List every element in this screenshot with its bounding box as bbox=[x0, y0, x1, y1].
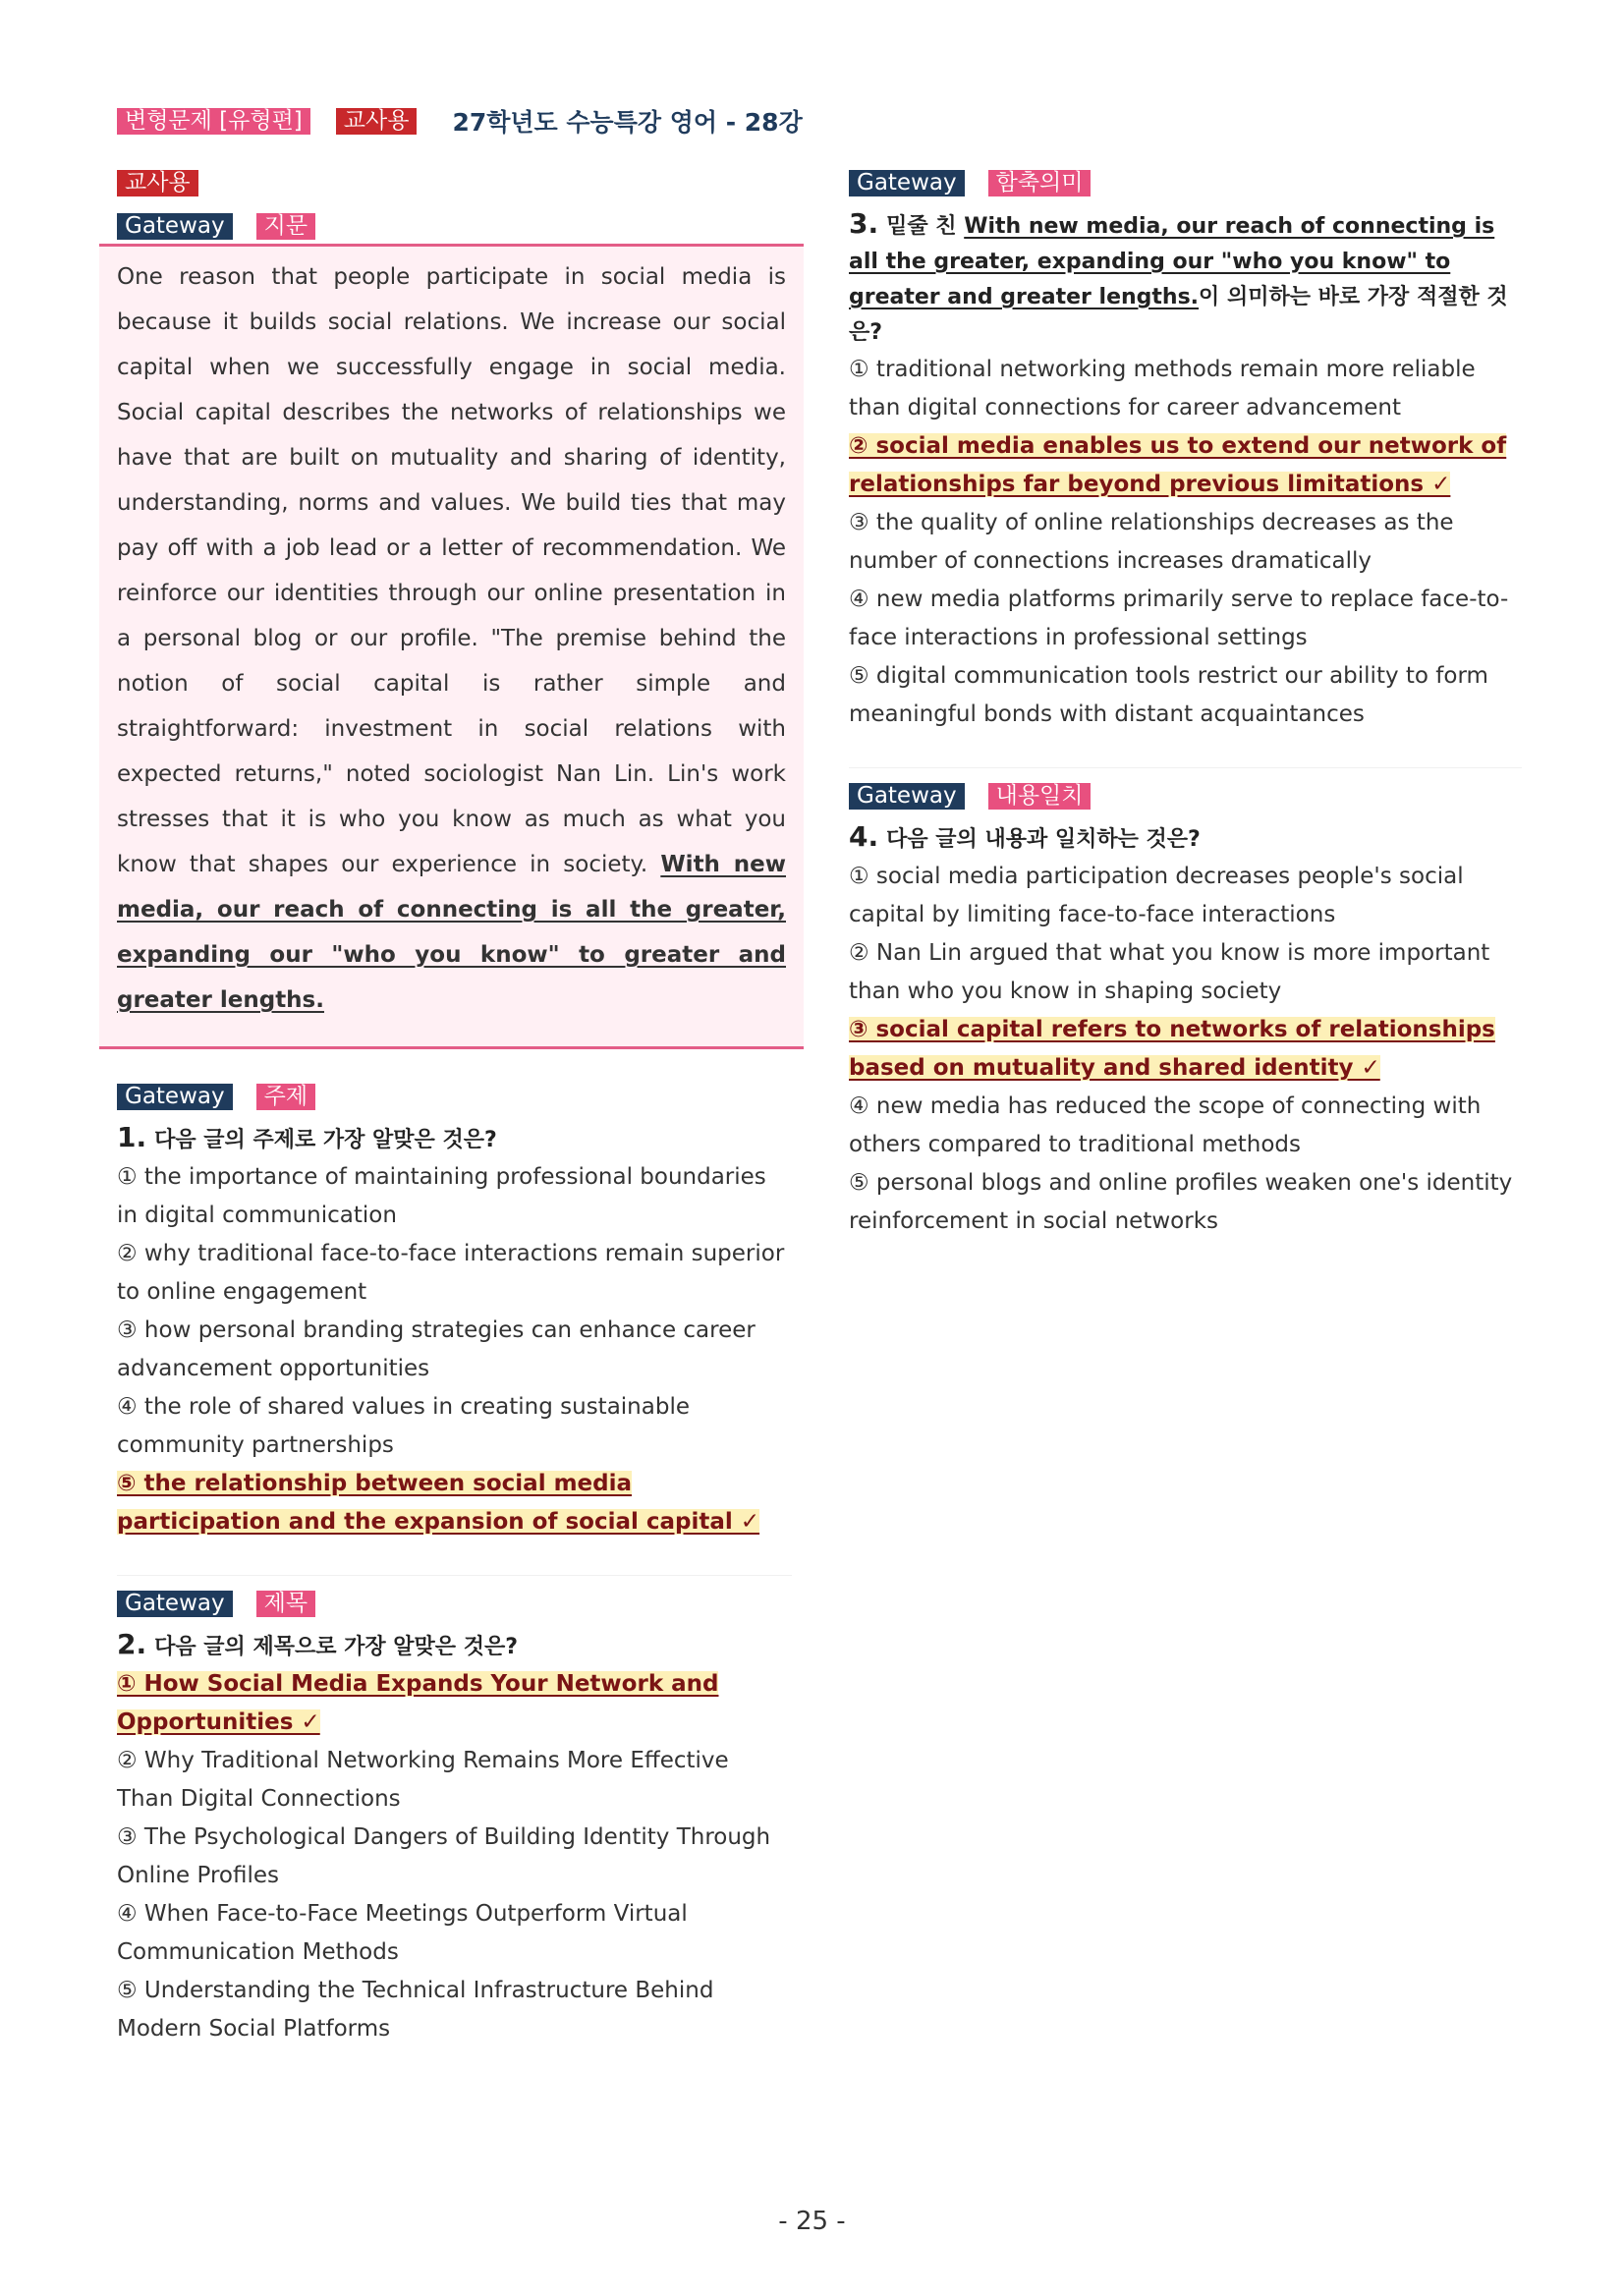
option-2-correct[interactable] bbox=[849, 427, 1522, 504]
option-2[interactable]: ② Nan Lin argued that what you know is more important than who you know in shaping society bbox=[849, 940, 1490, 1004]
passage-body: One reason that people participate in social media is because it builds social relations. We increase our social capital when we successfully engage in social media. Social capital describes the networks of relationships we have that are built on mutuality and sharing of identity, understanding, norms and values. We build ties that may pay off with a job lead or a letter of recommendation. We reinforce our identities through our online presentation in a personal blog or our profile. "The premise behind the notion of social capital is rather simple and straightforward: investment in social relations with expected returns," noted sociologist Nan Lin. Lin's work stresses that it is who you know as much as what you know that shapes our experience in society. bbox=[117, 264, 786, 877]
teacher-tag-left: 교사용 bbox=[117, 170, 198, 196]
gateway-tag: Gateway bbox=[117, 213, 233, 240]
question-text-underlined: With new media, our reach of connecting is all the greater, expanding our "who you know" to greater and greater lengths. bbox=[849, 214, 1495, 309]
question-text: 다음 글의 제목으로 가장 알맞은 것은? bbox=[154, 1635, 518, 1659]
question-text: 다음 글의 내용과 일치하는 것은? bbox=[886, 827, 1201, 852]
question-text-post: 이 의미하는 바로 가장 적절한 것은? bbox=[849, 285, 1508, 345]
correct-answer-text: ③ social capital refers to networks of relationships based on mutuality and shared identity ✓ bbox=[849, 1017, 1495, 1081]
option-2[interactable]: ② why traditional face-to-face interactions remain superior to online engagement bbox=[117, 1241, 785, 1305]
option-1[interactable]: ① traditional networking methods remain more reliable than digital connections for career advancement bbox=[849, 357, 1476, 420]
correct-answer-text: ① How Social Media Expands Your Network and Opportunities ✓ bbox=[117, 1671, 719, 1735]
option-4[interactable]: ④ new media platforms primarily serve to replace face-to-face interactions in professional settings bbox=[849, 587, 1509, 650]
left-column bbox=[117, 169, 792, 2048]
option-1[interactable]: ① social media participation decreases people's social capital by limiting face-to-face interactions bbox=[849, 864, 1464, 927]
question-4 bbox=[849, 782, 1522, 1241]
option-5[interactable]: ⑤ personal blogs and online profiles weaken one's identity reinforcement in social networks bbox=[849, 1170, 1513, 1234]
page-title: 27학년도 수능특강 영어 - 28강 bbox=[452, 108, 803, 137]
option-5[interactable]: ⑤ digital communication tools restrict our ability to form meaningful bonds with distant acquaintances bbox=[849, 663, 1488, 727]
option-4[interactable]: ④ the role of shared values in creating sustainable community partnerships bbox=[117, 1394, 690, 1458]
passage-tag: 지문 bbox=[256, 213, 315, 240]
gateway-tag: Gateway bbox=[117, 1591, 233, 1617]
divider bbox=[117, 1575, 792, 1576]
page-header bbox=[117, 104, 803, 138]
question-type-tag: 주제 bbox=[256, 1084, 315, 1110]
question-number: 2. bbox=[117, 1628, 147, 1660]
option-5[interactable]: ⑤ Understanding the Technical Infrastructure Behind Modern Social Platforms bbox=[117, 1978, 714, 2042]
question-text: 다음 글의 주제로 가장 알맞은 것은? bbox=[154, 1128, 497, 1152]
gateway-tag: Gateway bbox=[117, 1084, 233, 1110]
option-4[interactable]: ④ When Face-to-Face Meetings Outperform Virtual Communication Methods bbox=[117, 1901, 688, 1965]
option-3[interactable]: ③ The Psychological Dangers of Building Identity Through Online Profiles bbox=[117, 1824, 771, 1888]
correct-answer-text: ② social media enables us to extend our network of relationships far beyond previous limitations ✓ bbox=[849, 433, 1507, 497]
question-type-tag: 내용일치 bbox=[988, 783, 1092, 810]
question-title bbox=[849, 819, 1522, 858]
divider bbox=[849, 767, 1522, 768]
question-text-pre: 밑줄 친 bbox=[886, 214, 965, 239]
question-type-tag: 함축의미 bbox=[988, 170, 1092, 196]
type-tag: 변형문제 [유형편] bbox=[117, 108, 310, 135]
option-4[interactable]: ④ new media has reduced the scope of connecting with others compared to traditional methods bbox=[849, 1093, 1482, 1157]
question-2 bbox=[117, 1590, 792, 2048]
option-3-correct[interactable] bbox=[849, 1011, 1522, 1088]
option-3[interactable]: ③ how personal branding strategies can enhance career advancement opportunities bbox=[117, 1317, 756, 1381]
question-3 bbox=[849, 169, 1522, 734]
teacher-tag: 교사용 bbox=[336, 108, 418, 135]
passage-underlined: With new media, our reach of connecting is all the greater, expanding our "who you know" to greater and greater lengths. bbox=[117, 852, 786, 1013]
question-number: 4. bbox=[849, 820, 879, 853]
question-1 bbox=[117, 1083, 792, 1541]
question-title bbox=[117, 1120, 792, 1158]
question-title bbox=[117, 1627, 792, 1665]
correct-answer-text: ⑤ the relationship between social media participation and the expansion of social capital ✓ bbox=[117, 1471, 760, 1535]
page-number: - 25 - bbox=[778, 2207, 846, 2236]
right-column bbox=[849, 169, 1522, 1241]
option-1-correct[interactable] bbox=[117, 1665, 792, 1742]
question-number: 3. bbox=[849, 207, 879, 240]
question-title bbox=[849, 206, 1522, 351]
option-3[interactable]: ③ the quality of online relationships decreases as the number of connections increases dramatically bbox=[849, 510, 1454, 574]
option-1[interactable]: ① the importance of maintaining professional boundaries in digital communication bbox=[117, 1164, 766, 1228]
option-5-correct[interactable] bbox=[117, 1465, 792, 1541]
gateway-tag: Gateway bbox=[849, 170, 965, 196]
gateway-tag: Gateway bbox=[849, 783, 965, 810]
passage-box bbox=[99, 244, 804, 1049]
question-number: 1. bbox=[117, 1121, 147, 1153]
option-2[interactable]: ② Why Traditional Networking Remains More Effective Than Digital Connections bbox=[117, 1748, 729, 1812]
question-type-tag: 제목 bbox=[256, 1591, 315, 1617]
passage-text bbox=[117, 254, 786, 1023]
